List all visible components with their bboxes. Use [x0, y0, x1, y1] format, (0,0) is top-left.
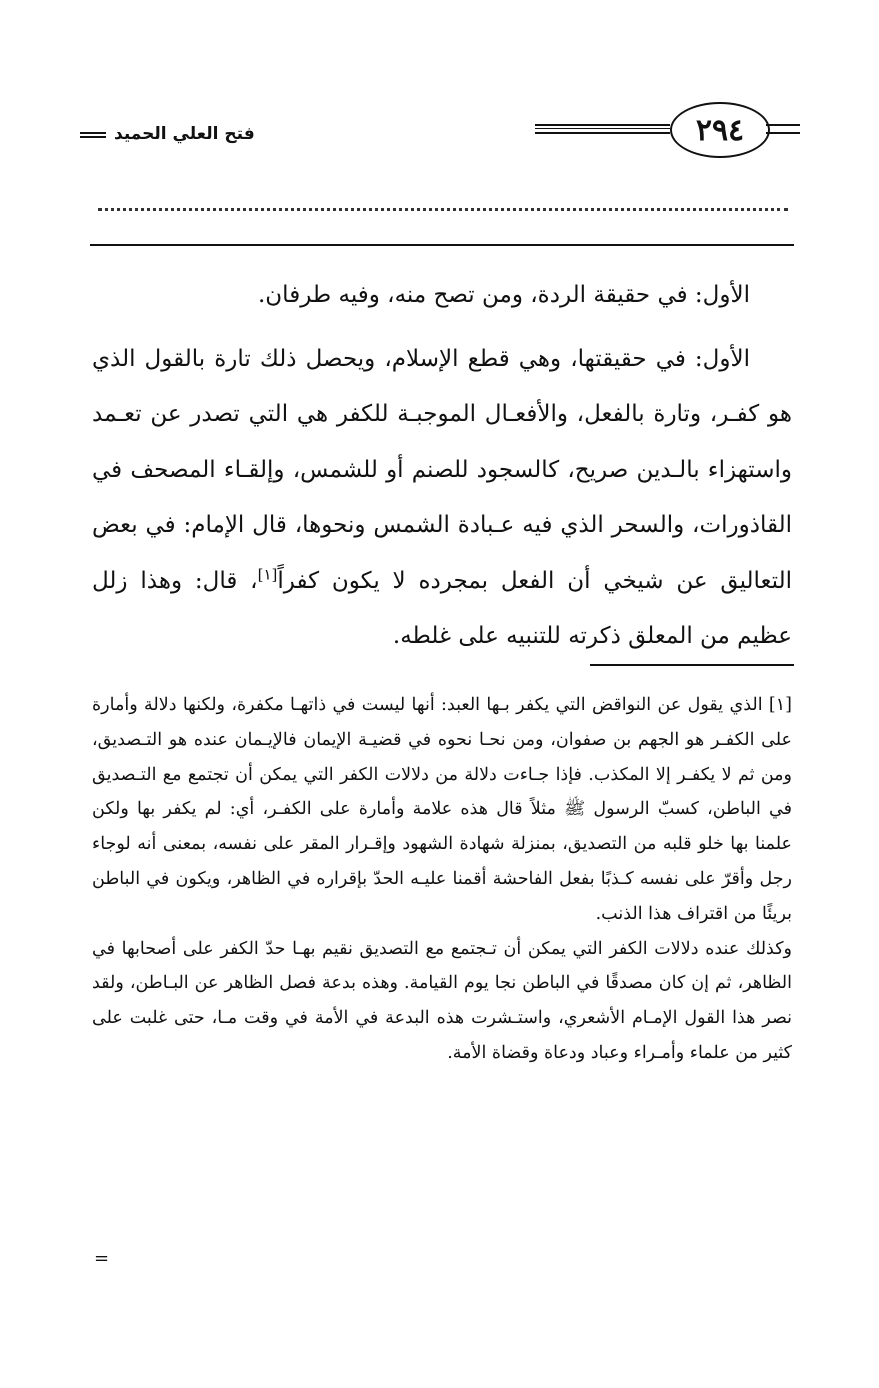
page-number-ornament-rule-left [535, 124, 670, 134]
section-heading: الأول: في حقيقة الردة، ومن تصح منه، وفيه طرفان. [257, 282, 750, 308]
footnotes [92, 688, 792, 1071]
page-header [80, 100, 800, 160]
title-ornament-rule [80, 132, 106, 138]
footnote-separator [590, 664, 794, 666]
paragraph-text-continued: ، قال: وهذا زلل عظيم من المعلق ذكرته للتنبيه على غلطه. [92, 567, 792, 649]
footnote-1: [١] الذي يقول عن النواقض التي يكفر بـها العبد: أنها ليست في ذاتهـا مكفرة، ولكنها دلالة وأمارة على الكفـر هو الجهم بن صفوان، ومن نحـا نحوه في قضيـة الإيمان فالإيـمان عنده هو التـصديق، ومن ثم لا يكفـر إلا المكذب. فإذا جـاءت دلالة من دلالات الكفر التي يمكن أن تجتمع مع التـصديق في الباطن، كسبّ الرسول ﷺ مثلاً قال هذه علامة وأمارة على الكفـر، أي: لم يكفر بها ولكن علمنا بها خلو قلبه من التصديق، بمنزلة شهادة الشهود وإقـرار المقر على نفسه، بمعنى أنه لوجاء رجل وأقرّ على نفسه كـذبًا بفعل الفاحشة أقمنا عليـه الحدّ بإقراره في الظاهر، ويكون في الباطن بريئًا من اقتراف هذا الذنب. [92, 695, 792, 924]
page-number: ٢٩٤ [670, 102, 770, 158]
dotted-separator [98, 208, 788, 211]
header-separator [90, 244, 794, 246]
page-number-ornament-rule-right [766, 124, 800, 134]
book-title: فتح العلي الحميد [114, 124, 255, 144]
main-paragraph [92, 332, 792, 665]
continuation-mark: = [94, 1248, 110, 1269]
main-text [92, 268, 792, 665]
footnote-reference: [١] [257, 564, 278, 583]
paragraph-text: الأول: في حقيقتها، وهي قطع الإسلام، ويحصل ذلك تارة بالقول الذي هو كفـر، وتارة بالفعل، والأفعـال الموجبـة للكفر هي التي تصدر عن تعـمد واستهزاء بالـدين صريح، كالسجود للصنم أو للشمس، وإلقـاء المصحف في القاذورات، والسحر الذي فيه عـبادة الشمس ونحوها، قال الإمام: في بعض التعاليق عن شيخي أن الفعل بمجرده لا يكون كفراً [92, 345, 792, 594]
footnote-1-continued: وكذلك عنده دلالات الكفر التي يمكن أن تـجتمع مع التصديق نقيم بهـا حدّ الكفر على أصحابها في الظاهر، ثم إن كان مصدقًا في الباطن نجا يوم القيامة. وهذه بدعة فصل الظاهر عن البـاطن، ولقد نصر هذا القول الإمـام الأشعري، واستـشرت هذه البدعة في الأمة في وقت مـا، حتى غلبت على كثير من علماء وأمـراء وعباد ودعاة وقضاة الأمة. [92, 938, 792, 1063]
